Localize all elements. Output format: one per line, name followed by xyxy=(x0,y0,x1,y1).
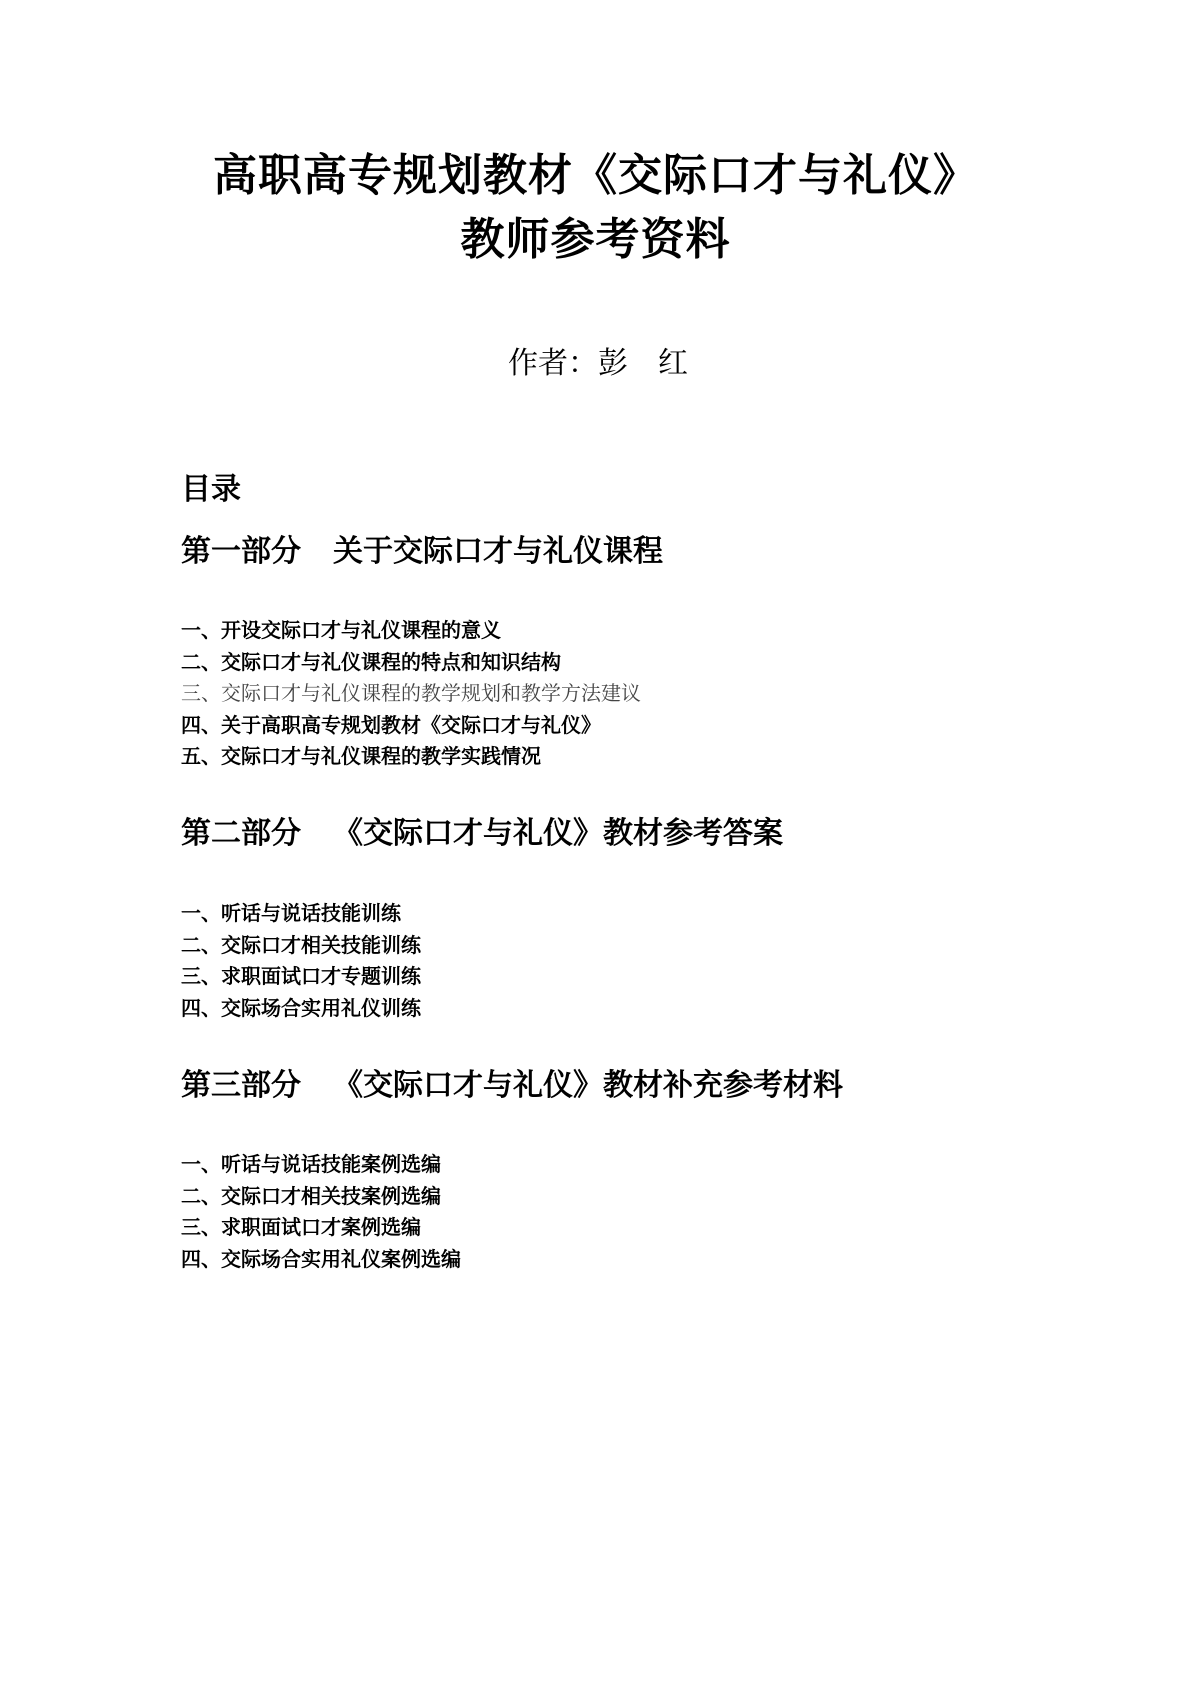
toc-heading: 目录 xyxy=(181,472,241,507)
toc-item: 一、开设交际口才与礼仪课程的意义 xyxy=(181,618,501,642)
toc-item: 一、听话与说话技能案例选编 xyxy=(181,1152,441,1176)
toc-item: 二、交际口才相关技案例选编 xyxy=(181,1183,441,1208)
toc-part-3-heading xyxy=(181,1066,843,1106)
toc-part-1-list xyxy=(181,615,641,773)
toc-part-2-title: 《交际口才与礼仪》教材参考答案 xyxy=(333,816,783,851)
toc-item: 四、关于高职高专规划教材《交际口才与礼仪》 xyxy=(181,712,601,737)
author-name-part-2: 红 xyxy=(658,346,688,381)
toc-item: 三、交际口才与礼仪课程的教学规划和教学方法建议 xyxy=(181,681,641,705)
toc-item: 一、听话与说话技能训练 xyxy=(181,901,401,925)
document-title-line-1: 高职高专规划教材《交际口才与礼仪》 xyxy=(213,150,978,201)
toc-part-2-label: 第二部分 xyxy=(181,816,301,851)
toc-item: 四、交际场合实用礼仪训练 xyxy=(181,995,421,1020)
author-label: 作者： xyxy=(508,346,598,381)
toc-part-3-list xyxy=(181,1149,461,1275)
toc-part-1-title: 关于交际口才与礼仪课程 xyxy=(333,534,663,569)
toc-part-3-title: 《交际口才与礼仪》教材补充参考材料 xyxy=(333,1068,843,1103)
toc-part-1-label: 第一部分 xyxy=(181,534,301,569)
author-name-part-1: 彭 xyxy=(598,346,628,381)
toc-item: 二、交际口才与礼仪课程的特点和知识结构 xyxy=(181,649,561,674)
toc-item: 三、求职面试口才案例选编 xyxy=(181,1215,421,1239)
toc-part-2-heading xyxy=(181,814,783,854)
toc-item: 四、交际场合实用礼仪案例选编 xyxy=(181,1246,461,1271)
author-line xyxy=(508,344,688,384)
document-title-line-2: 教师参考资料 xyxy=(460,214,731,265)
toc-part-3-label: 第三部分 xyxy=(181,1068,301,1103)
toc-item: 二、交际口才相关技能训练 xyxy=(181,932,421,957)
toc-part-2-list xyxy=(181,898,421,1024)
toc-part-1-heading xyxy=(181,532,663,572)
toc-item: 三、求职面试口才专题训练 xyxy=(181,964,421,988)
toc-item: 五、交际口才与礼仪课程的教学实践情况 xyxy=(181,744,541,768)
